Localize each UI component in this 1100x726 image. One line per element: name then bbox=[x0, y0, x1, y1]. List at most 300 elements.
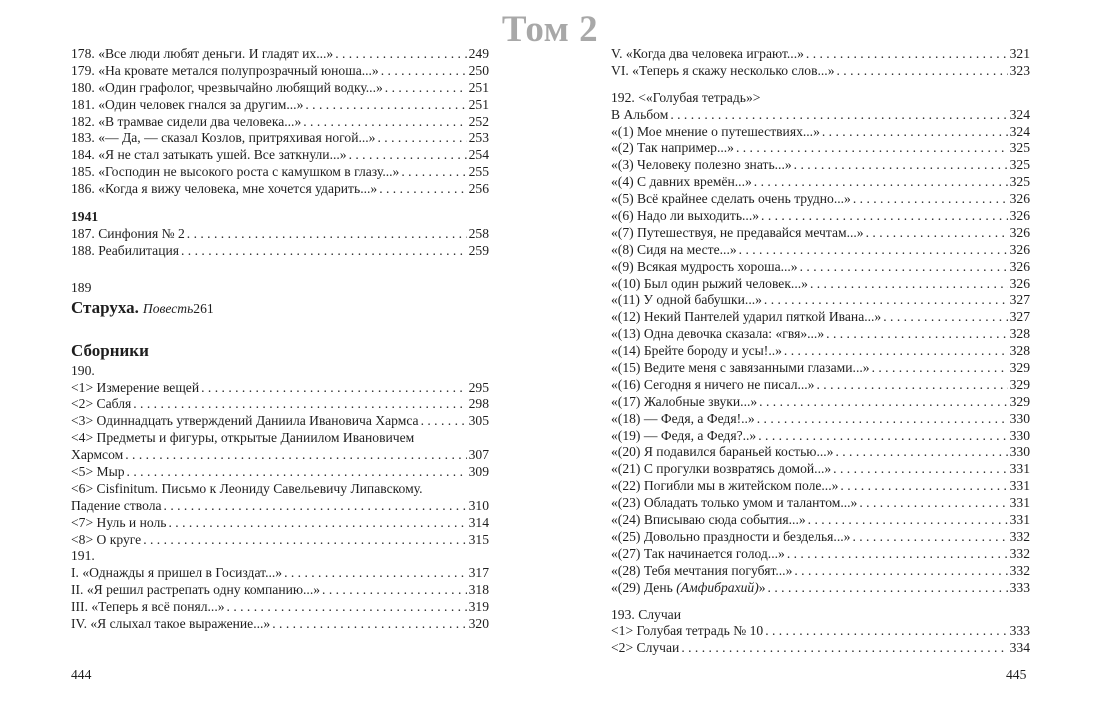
toc-entry bbox=[611, 225, 1030, 242]
entry-title bbox=[611, 360, 870, 377]
dot-leader bbox=[872, 360, 1008, 377]
dot-leader bbox=[164, 498, 467, 515]
dot-leader bbox=[284, 565, 467, 582]
entry-page: 325 bbox=[1009, 157, 1030, 173]
entry-page: 251 bbox=[468, 96, 489, 112]
entry-title bbox=[71, 464, 125, 481]
dot-leader bbox=[800, 259, 1008, 276]
section-heading: Сборники bbox=[71, 340, 149, 360]
toc-line: <6> Cisfinitum. Письмо к Леониду Савельевичу Липавскому. bbox=[71, 480, 423, 496]
dot-leader bbox=[826, 326, 1007, 343]
entry-title-text: «(6) Надо ли выходить...» bbox=[611, 208, 760, 224]
entry-title-text: 186. «Когда я вижу человека, мне хочется ударить...» bbox=[71, 181, 378, 197]
entry-title-text: «(10) Был один рыжий человек...» bbox=[611, 275, 808, 291]
entry-title-text: «(18) — Федя, а Федя!..» bbox=[611, 410, 755, 426]
toc-entry bbox=[611, 478, 1030, 495]
entry-title-text: «(27) Так начинается голод...» bbox=[611, 545, 785, 561]
entry-page: 309 bbox=[468, 464, 489, 480]
dot-leader bbox=[143, 532, 466, 549]
entry-title-text: 188. Реабилитация bbox=[71, 242, 179, 258]
entry-page: 332 bbox=[1009, 545, 1030, 561]
entry-page: 324 bbox=[1009, 106, 1030, 122]
dot-leader bbox=[837, 63, 1008, 80]
entry-title-text: «(29) День bbox=[611, 579, 673, 595]
dot-leader bbox=[335, 46, 466, 63]
entry-title-text: «(11) У одной бабушки...» bbox=[611, 292, 762, 308]
entry-page: 331 bbox=[1009, 512, 1030, 528]
entry-title bbox=[611, 157, 792, 174]
entry-title bbox=[611, 640, 679, 657]
toc-line: 193. Случаи bbox=[611, 606, 681, 622]
entry-page: 329 bbox=[1009, 393, 1030, 409]
toc-entry bbox=[611, 360, 1030, 377]
entry-page: 326 bbox=[1009, 241, 1030, 257]
entry-title bbox=[611, 478, 838, 495]
entry-title-text: 184. «Я не стал затыкать ушей. Все заткнули...» bbox=[71, 147, 347, 163]
toc-entry bbox=[71, 498, 489, 515]
dot-leader bbox=[681, 640, 1007, 657]
dot-leader bbox=[133, 396, 466, 413]
dot-leader bbox=[754, 174, 1008, 191]
toc-entry bbox=[611, 512, 1030, 529]
entry-page: 320 bbox=[468, 616, 489, 632]
dot-leader bbox=[806, 46, 1008, 63]
entry-title bbox=[71, 616, 270, 633]
entry-title-text: «(17) Жалобные звуки...» bbox=[611, 393, 758, 409]
toc-entry bbox=[71, 46, 489, 63]
toc-entry bbox=[71, 181, 489, 198]
dot-leader bbox=[810, 276, 1008, 293]
entry-title bbox=[71, 565, 282, 582]
entry-page: 298 bbox=[468, 396, 489, 412]
dot-leader bbox=[840, 478, 1007, 495]
entry-title-text: Падение ствола bbox=[71, 497, 162, 513]
dot-leader bbox=[739, 242, 1008, 259]
dot-leader bbox=[761, 208, 1008, 225]
toc-entry bbox=[71, 413, 489, 430]
entry-page: 327 bbox=[1009, 309, 1030, 325]
entry-page: 255 bbox=[468, 164, 489, 180]
entry-title bbox=[611, 208, 759, 225]
entry-title-text: «(20) Я подавился бараньей костью...» bbox=[611, 444, 834, 460]
entry-title bbox=[611, 428, 756, 445]
entry-page: 330 bbox=[1009, 444, 1030, 460]
spacer bbox=[71, 319, 489, 329]
entry-title bbox=[71, 97, 303, 114]
entry-page: 315 bbox=[468, 531, 489, 547]
entry-title bbox=[71, 226, 185, 243]
dot-leader bbox=[784, 343, 1008, 360]
toc-entry bbox=[611, 444, 1030, 461]
dot-leader bbox=[853, 191, 1008, 208]
dot-leader bbox=[736, 140, 1008, 157]
entry-title bbox=[611, 461, 831, 478]
entry-title bbox=[611, 174, 752, 191]
entry-page: 321 bbox=[1009, 46, 1030, 61]
entry-title-text: «(21) С прогулки возвратясь домой...» bbox=[611, 461, 832, 477]
entry-page: 305 bbox=[468, 413, 489, 429]
toc-line: 192. <«Голубая тетрадь»> bbox=[611, 89, 761, 105]
dot-leader bbox=[883, 309, 1007, 326]
dot-leader bbox=[322, 582, 467, 599]
dot-leader bbox=[852, 529, 1007, 546]
toc-entry bbox=[611, 343, 1030, 360]
entry-title bbox=[611, 124, 820, 141]
entry-page: 327 bbox=[1009, 292, 1030, 308]
entry-title bbox=[71, 114, 301, 131]
dot-leader bbox=[305, 97, 466, 114]
entry-title bbox=[611, 326, 824, 343]
entry-title bbox=[611, 242, 737, 259]
entry-page: 249 bbox=[468, 46, 489, 61]
entry-page: 326 bbox=[1009, 275, 1030, 291]
entry-title-text: «(2) Так например...» bbox=[611, 140, 734, 156]
entry-page: 333 bbox=[1009, 623, 1030, 639]
dot-leader bbox=[759, 394, 1007, 411]
entry-title: Старуха. bbox=[71, 297, 139, 317]
toc-line: 190. bbox=[71, 362, 95, 378]
toc-entry bbox=[611, 63, 1030, 80]
dot-leader bbox=[787, 546, 1008, 563]
toc-entry bbox=[611, 580, 1030, 597]
entry-page: 251 bbox=[468, 79, 489, 95]
entry-page: 330 bbox=[1009, 410, 1030, 426]
toc-entry bbox=[611, 292, 1030, 309]
entry-title bbox=[71, 380, 199, 397]
entry-page: 307 bbox=[468, 447, 489, 463]
entry-page: 324 bbox=[1009, 123, 1030, 139]
toc-entry bbox=[611, 242, 1030, 259]
entry-title-text: «(28) Тебя мечтания погубят...» bbox=[611, 562, 793, 578]
toc-entry bbox=[611, 276, 1030, 293]
spacer bbox=[611, 80, 1030, 90]
entry-page: 325 bbox=[1009, 174, 1030, 190]
toc-line: 189 bbox=[71, 279, 92, 295]
entry-title bbox=[71, 599, 225, 616]
entry-page: 323 bbox=[1009, 62, 1030, 78]
dot-leader bbox=[866, 225, 1008, 242]
entry-title-text: В Альбом bbox=[611, 106, 669, 122]
toc-entry-major bbox=[71, 297, 489, 319]
toc-entry bbox=[71, 447, 489, 464]
toc-entry bbox=[71, 532, 489, 549]
entry-title bbox=[611, 377, 814, 394]
spacer bbox=[71, 329, 489, 339]
toc-entry bbox=[71, 464, 489, 481]
entry-title-text: <2> Случаи bbox=[611, 640, 680, 656]
toc-entry bbox=[611, 377, 1030, 394]
toc-entry bbox=[71, 582, 489, 599]
entry-title-text: <3> Одиннадцать утверждений Даниила Ивановича Хармса bbox=[71, 413, 419, 429]
entry-title bbox=[611, 394, 757, 411]
dot-leader bbox=[379, 181, 466, 198]
toc-entry bbox=[611, 259, 1030, 276]
dot-leader bbox=[758, 428, 1007, 445]
entry-title-text: 183. «— Да, — сказал Козлов, притряхивая ногой...» bbox=[71, 130, 376, 146]
entry-title-text: «(13) Одна девочка сказала: «гвя»...» bbox=[611, 326, 825, 342]
entry-title-text: 178. «Все люди любят деньги. И гладят их...» bbox=[71, 46, 334, 61]
dot-leader bbox=[794, 563, 1007, 580]
toc-entry bbox=[611, 157, 1030, 174]
entry-page: 331 bbox=[1009, 495, 1030, 511]
dot-leader bbox=[377, 130, 466, 147]
toc-entry bbox=[611, 411, 1030, 428]
dot-leader bbox=[168, 515, 466, 532]
entry-title-text: <1> Измерение вещей bbox=[71, 379, 200, 395]
entry-title bbox=[71, 243, 179, 260]
entry-title bbox=[71, 63, 379, 80]
toc-entry bbox=[71, 380, 489, 397]
spacer bbox=[71, 270, 489, 280]
entry-title bbox=[611, 107, 668, 124]
entry-page: 310 bbox=[468, 497, 489, 513]
entry-page: 326 bbox=[1009, 224, 1030, 240]
entry-title-text: V. «Когда два человека играют...» bbox=[611, 46, 804, 61]
entry-title bbox=[71, 515, 166, 532]
toc-entry bbox=[71, 147, 489, 164]
entry-title bbox=[611, 495, 857, 512]
entry-title-italic: (Амфибрахий) bbox=[676, 579, 759, 595]
entry-title-text: «(19) — Федя, а Федя?..» bbox=[611, 427, 757, 443]
entry-title-text: 187. Синфония № 2 bbox=[71, 226, 185, 242]
entry-page: 295 bbox=[468, 379, 489, 395]
entry-page: 329 bbox=[1009, 360, 1030, 376]
entry-title bbox=[611, 512, 806, 529]
toc-entry bbox=[611, 640, 1030, 657]
entry-title-text: II. «Я решил растрепать одну компанию...» bbox=[71, 582, 321, 598]
section-year: 1941 bbox=[71, 209, 99, 225]
entry-page: 253 bbox=[468, 130, 489, 146]
entry-title bbox=[611, 444, 833, 461]
entry-title-text: <5> Мыр bbox=[71, 464, 125, 480]
dot-leader bbox=[833, 461, 1007, 478]
toc-entry bbox=[611, 124, 1030, 141]
toc-entry bbox=[611, 428, 1030, 445]
dot-leader bbox=[349, 147, 467, 164]
entry-title bbox=[71, 532, 141, 549]
entry-title-text: «(15) Ведите меня с завязанными глазами...» bbox=[611, 360, 870, 376]
entry-title bbox=[611, 309, 881, 326]
toc-entry bbox=[611, 208, 1030, 225]
entry-title-end: » bbox=[758, 579, 766, 595]
entry-title bbox=[71, 181, 377, 198]
entry-title-text: «(3) Человеку полезно знать...» bbox=[611, 157, 792, 173]
entry-page: 318 bbox=[468, 582, 489, 598]
entry-title-text: IV. «Я слыхал такое выражение...» bbox=[71, 616, 271, 632]
entry-title bbox=[611, 276, 808, 293]
entry-title-text: <2> Сабля bbox=[71, 396, 132, 412]
dot-leader bbox=[757, 411, 1008, 428]
entry-title-text: «(4) С давних времён...» bbox=[611, 174, 752, 190]
toc-entry bbox=[611, 563, 1030, 580]
entry-title-text: «(12) Некий Пантелей ударил пяткой Ивана...» bbox=[611, 309, 882, 325]
entry-page: 326 bbox=[1009, 191, 1030, 207]
dot-leader bbox=[670, 107, 1007, 124]
entry-title bbox=[611, 343, 782, 360]
toc-entry bbox=[611, 326, 1030, 343]
dot-leader bbox=[201, 380, 466, 397]
entry-title bbox=[611, 259, 798, 276]
entry-page: 317 bbox=[468, 565, 489, 581]
entry-page: 259 bbox=[468, 242, 489, 258]
toc-entry bbox=[71, 80, 489, 97]
dot-leader bbox=[859, 495, 1007, 512]
spacer bbox=[71, 198, 489, 208]
entry-page: 325 bbox=[1009, 140, 1030, 156]
entry-title bbox=[611, 140, 734, 157]
entry-page: 328 bbox=[1009, 343, 1030, 359]
entry-title bbox=[611, 292, 762, 309]
entry-page: 331 bbox=[1009, 461, 1030, 477]
entry-page: 333 bbox=[1009, 579, 1030, 595]
dot-leader bbox=[127, 464, 467, 481]
entry-page: 258 bbox=[468, 226, 489, 242]
toc-left-column bbox=[71, 46, 489, 633]
dot-leader bbox=[227, 599, 467, 616]
toc-entry bbox=[71, 396, 489, 413]
entry-title-text: 180. «Один графолог, чрезвычайно любящий водку...» bbox=[71, 79, 383, 95]
entry-title-text: 179. «На кровате метался полупрозрачный юноша...» bbox=[71, 62, 379, 78]
entry-title-text: «(22) Погибли мы в житейском поле...» bbox=[611, 478, 839, 494]
volume-title: Том 2 bbox=[501, 9, 599, 50]
entry-genre: Повесть bbox=[142, 300, 194, 316]
toc-entry bbox=[71, 164, 489, 181]
entry-title bbox=[71, 447, 123, 464]
entry-title-text: «(24) Вписываю сюда события...» bbox=[611, 512, 806, 528]
page-number-left: 444 bbox=[71, 667, 92, 682]
toc-entry bbox=[611, 495, 1030, 512]
entry-title-text: 181. «Один человек гнался за другим...» bbox=[71, 96, 304, 112]
toc-entry bbox=[71, 616, 489, 633]
entry-title bbox=[611, 623, 763, 640]
toc-entry bbox=[611, 107, 1030, 124]
toc-entry bbox=[71, 130, 489, 147]
entry-title-text: «(7) Путешествуя, не предавайся мечтам...» bbox=[611, 224, 864, 240]
entry-title bbox=[71, 413, 419, 430]
entry-title-text: «(16) Сегодня я ничего не писал...» bbox=[611, 376, 815, 392]
entry-title-text: I. «Однажды я пришел в Госиздат...» bbox=[71, 565, 283, 581]
dot-leader bbox=[381, 63, 467, 80]
dot-leader bbox=[794, 157, 1008, 174]
entry-title bbox=[71, 164, 399, 181]
entry-title-text: «(23) Обладать только умом и талантом...» bbox=[611, 495, 858, 511]
toc-entry bbox=[71, 97, 489, 114]
entry-title bbox=[611, 529, 850, 546]
toc-entry bbox=[71, 114, 489, 131]
entry-page: 334 bbox=[1009, 640, 1030, 656]
dot-leader bbox=[125, 447, 466, 464]
toc-line: <4> Предметы и фигуры, открытые Даниилом Ивановичем bbox=[71, 430, 415, 446]
entry-title bbox=[611, 580, 766, 597]
entry-page: 332 bbox=[1009, 528, 1030, 544]
entry-title-text: <1> Голубая тетрадь № 10 bbox=[611, 623, 764, 639]
toc-entry bbox=[71, 226, 489, 243]
entry-title bbox=[611, 46, 804, 63]
entry-title-text: 182. «В трамвае сидели два человека...» bbox=[71, 113, 302, 129]
entry-page: 328 bbox=[1009, 326, 1030, 342]
entry-title bbox=[71, 130, 375, 147]
entry-page: 329 bbox=[1009, 376, 1030, 392]
toc-entry bbox=[611, 546, 1030, 563]
entry-title-text: «(14) Брейте бороду и усы!..» bbox=[611, 343, 782, 359]
entry-title-text: «(5) Всё крайнее сделать очень трудно...» bbox=[611, 191, 851, 207]
dot-leader bbox=[768, 580, 1008, 597]
entry-title bbox=[611, 563, 792, 580]
toc-entry bbox=[611, 309, 1030, 326]
spacer bbox=[71, 260, 489, 270]
entry-title bbox=[71, 80, 383, 97]
entry-page: 250 bbox=[468, 62, 489, 78]
toc-entry bbox=[611, 529, 1030, 546]
dot-leader bbox=[401, 164, 466, 181]
entry-page: 319 bbox=[468, 599, 489, 615]
toc-entry bbox=[71, 63, 489, 80]
dot-leader bbox=[765, 623, 1007, 640]
dot-leader bbox=[385, 80, 467, 97]
entry-title bbox=[71, 147, 347, 164]
toc-right-column bbox=[611, 46, 1030, 657]
entry-page: 314 bbox=[468, 514, 489, 530]
spacer bbox=[611, 597, 1030, 607]
entry-page: 330 bbox=[1009, 427, 1030, 443]
entry-title bbox=[71, 498, 162, 515]
entry-title bbox=[611, 411, 755, 428]
entry-page: 252 bbox=[468, 113, 489, 129]
page-number-right: 445 bbox=[1006, 667, 1027, 682]
entry-page: 254 bbox=[468, 147, 489, 163]
dot-leader bbox=[181, 243, 467, 260]
toc-entry bbox=[611, 394, 1030, 411]
dot-leader bbox=[764, 292, 1008, 309]
dot-leader bbox=[816, 377, 1007, 394]
entry-title-text: «(9) Всякая мудрость хороша...» bbox=[611, 258, 798, 274]
dot-leader bbox=[822, 124, 1008, 141]
entry-title-text: «(25) Довольно праздности и безделья...» bbox=[611, 528, 851, 544]
toc-entry bbox=[611, 461, 1030, 478]
entry-page: 331 bbox=[1009, 478, 1030, 494]
entry-title bbox=[71, 46, 333, 63]
toc-entry bbox=[71, 599, 489, 616]
entry-title bbox=[71, 396, 131, 413]
dot-leader bbox=[272, 616, 466, 633]
dot-leader bbox=[187, 226, 467, 243]
entry-title bbox=[611, 546, 785, 563]
entry-page: 326 bbox=[1009, 208, 1030, 224]
toc-entry bbox=[71, 243, 489, 260]
entry-page: 261 bbox=[193, 300, 214, 316]
entry-title bbox=[611, 63, 835, 80]
entry-title-text: <7> Нуль и ноль bbox=[71, 514, 167, 530]
dot-leader bbox=[421, 413, 467, 430]
dot-leader bbox=[808, 512, 1008, 529]
toc-entry bbox=[71, 515, 489, 532]
toc-entry bbox=[611, 191, 1030, 208]
entry-title-text: «(8) Сидя на месте...» bbox=[611, 241, 737, 257]
dot-leader bbox=[303, 114, 466, 131]
dot-leader bbox=[835, 444, 1007, 461]
toc-entry bbox=[611, 623, 1030, 640]
entry-title-text: III. «Теперь я всё понял...» bbox=[71, 599, 225, 615]
entry-page: 332 bbox=[1009, 562, 1030, 578]
entry-title bbox=[611, 225, 864, 242]
toc-entry bbox=[71, 565, 489, 582]
entry-title-text: «(1) Мое мнение о путешествиях...» bbox=[611, 123, 820, 139]
toc-entry bbox=[611, 174, 1030, 191]
entry-page: 256 bbox=[468, 181, 489, 197]
toc-line: 191. bbox=[71, 548, 95, 564]
toc-entry bbox=[611, 46, 1030, 63]
entry-title bbox=[611, 191, 851, 208]
